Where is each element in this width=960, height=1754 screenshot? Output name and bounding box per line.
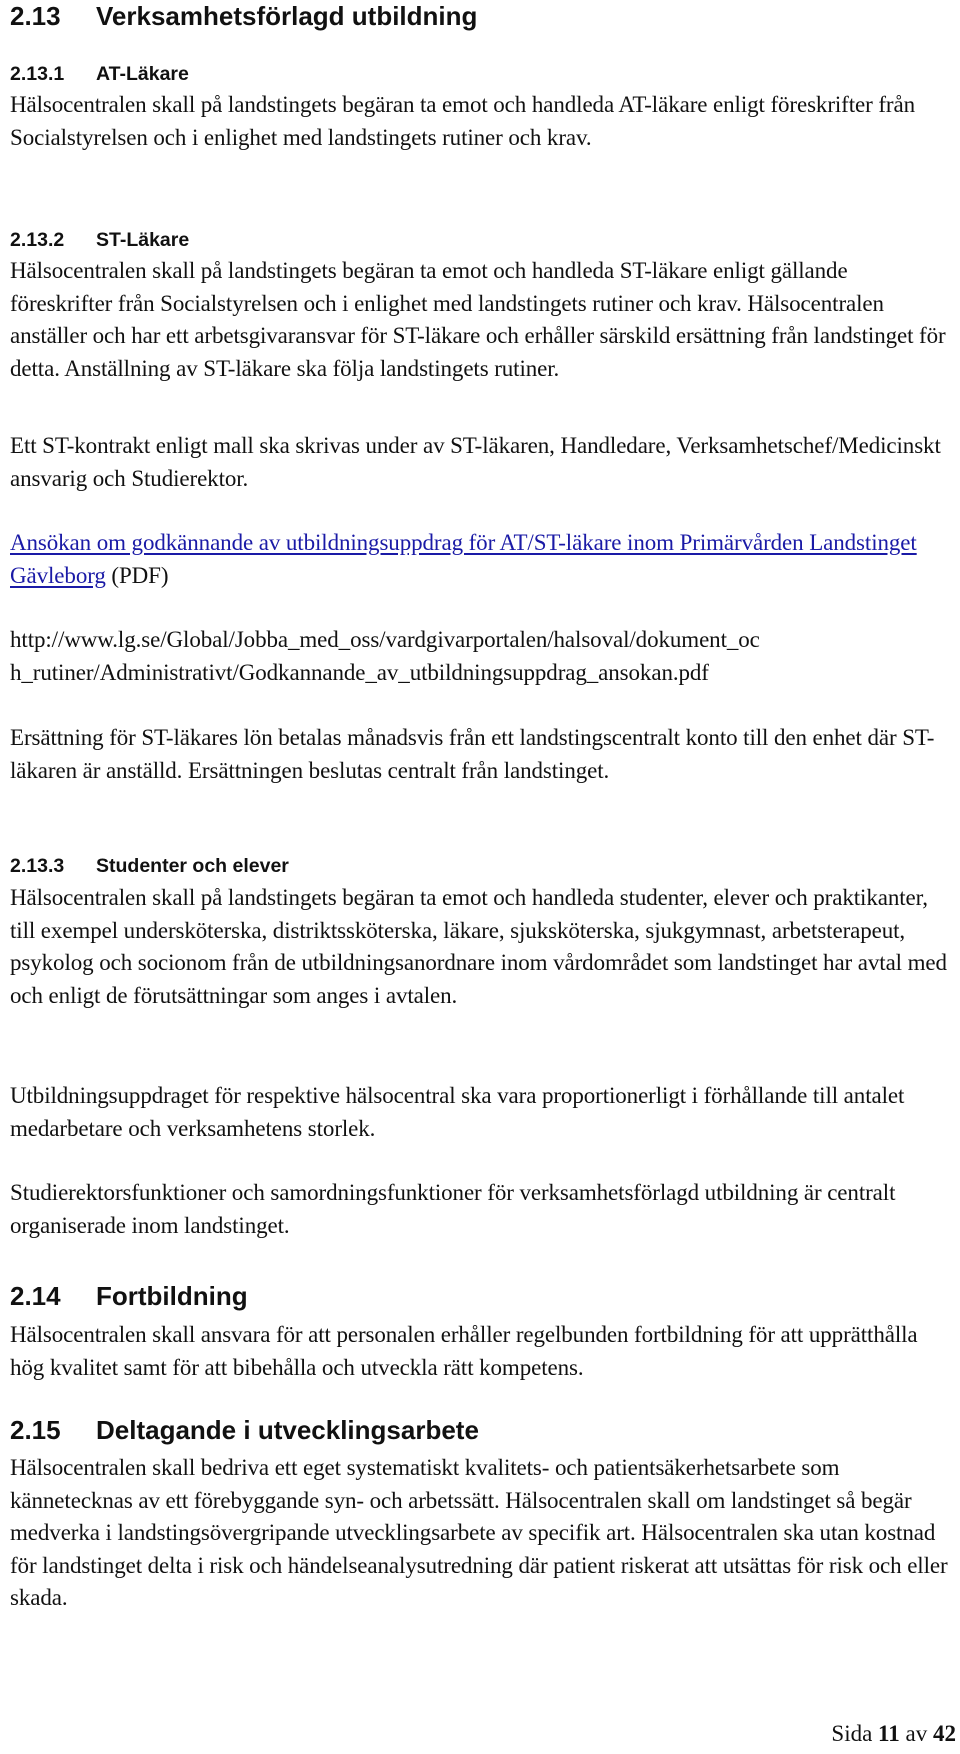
pdf-suffix: (PDF) bbox=[105, 562, 169, 588]
section-heading-2-13 bbox=[10, 0, 477, 32]
ansokan-pdf-link[interactable]: Ansökan om godkännande av utbildningsuppdrag för AT/ST-läkare inom Primärvården Landstinget Gävleborg bbox=[10, 530, 917, 588]
subsection-heading-2-13-2 bbox=[10, 228, 189, 252]
url-line-1: http://www.lg.se/Global/Jobba_med_oss/vardgivarportalen/halsoval/dokument_oc bbox=[10, 627, 760, 652]
footer-middle: av bbox=[899, 1721, 933, 1746]
subsection-title: Studenter och elever bbox=[96, 855, 289, 877]
section-title: Fortbildning bbox=[96, 1281, 248, 1311]
subsection-number: 2.13.3 bbox=[10, 855, 65, 877]
paragraph-ansokan-link bbox=[10, 527, 955, 592]
url-line-2: h_rutiner/Administrativt/Godkannande_av_utbildningsuppdrag_ansokan.pdf bbox=[10, 660, 709, 685]
page-number: 11 bbox=[878, 1721, 900, 1746]
section-number: 2.15 bbox=[10, 1415, 61, 1445]
paragraph-st-lakare: Hälsocentralen skall på landstingets begäran ta emot och handleda ST-läkare enligt gällande föreskrifter från Socialstyrelsen och i enlighet med landstingets rutiner och krav. Hälsocentralen anställer och har ett arbetsgivaransvar för ST-läkare och erhåller särskild ersättning från landstinget för detta. Anställning av ST-läkare ska följa landstingets rutiner. bbox=[10, 258, 946, 381]
footer-prefix: Sida bbox=[831, 1721, 879, 1746]
section-heading-2-14 bbox=[10, 1280, 248, 1312]
subsection-title: ST-Läkare bbox=[96, 229, 190, 251]
section-number: 2.14 bbox=[10, 1281, 61, 1311]
section-title: Deltagande i utvecklingsarbete bbox=[96, 1415, 479, 1445]
subsection-heading-2-13-1 bbox=[10, 62, 189, 86]
section-heading-2-15 bbox=[10, 1414, 479, 1446]
paragraph-studenter: Hälsocentralen skall på landstingets begäran ta emot och handleda studenter, elever och praktikanter, till exempel undersköterska, distriktssköterska, läkare, sjuksköterska, sjukgymnast, arbetsterapeut, psykolog och socionom från de utbildningsanordnare inom vårdområdet som landstinget har avtal med och enligt de förutsättningar som anges i avtalen. bbox=[10, 885, 947, 1008]
paragraph-ersattning: Ersättning för ST-läkares lön betalas månadsvis från ett landstingscentralt konto till den enhet där ST-läkaren är anställd. Ersättningen beslutas centralt från landstinget. bbox=[10, 725, 935, 783]
subsection-number: 2.13.1 bbox=[10, 63, 65, 85]
page-footer bbox=[831, 1720, 956, 1748]
subsection-number: 2.13.2 bbox=[10, 229, 65, 251]
subsection-heading-2-13-3 bbox=[10, 854, 289, 878]
paragraph-utbildningsuppdraget: Utbildningsuppdraget för respektive hälsocentral ska vara proportionerligt i förhållande till antalet medarbetare och verksamhetens storlek. bbox=[10, 1083, 905, 1141]
section-number: 2.13 bbox=[10, 1, 61, 31]
subsection-title: AT-Läkare bbox=[96, 63, 189, 85]
paragraph-utvecklingsarbete: Hälsocentralen skall bedriva ett eget systematiskt kvalitets- och patientsäkerhetsarbete som kännetecknas av ett förebyggande syn- och arbetssätt. Hälsocentralen skall om landstinget så begär medverka i landstingsövergripande utvecklingsarbete av specifik art. Hälsocentralen ska utan kostnad för landstinget delta i risk och händelseanalysutredning där patient riskerat att utsättas för risk och eller skada. bbox=[10, 1455, 948, 1610]
paragraph-st-kontrakt: Ett ST-kontrakt enligt mall ska skrivas under av ST-läkaren, Handledare, Verksamhetschef/Medicinskt ansvarig och Studierektor. bbox=[10, 433, 941, 491]
paragraph-at-lakare: Hälsocentralen skall på landstingets begäran ta emot och handleda AT-läkare enligt föreskrifter från Socialstyrelsen och i enlighet med landstingets rutiner och krav. bbox=[10, 92, 915, 150]
paragraph-fortbildning: Hälsocentralen skall ansvara för att personalen erhåller regelbunden fortbildning för att upprätthålla hög kvalitet samt för att bibehålla och utveckla rätt kompetens. bbox=[10, 1322, 918, 1380]
section-title: Verksamhetsförlagd utbildning bbox=[96, 1, 478, 31]
page-total: 42 bbox=[933, 1721, 956, 1746]
paragraph-studierektor: Studierektorsfunktioner och samordningsfunktioner för verksamhetsförlagd utbildning är centralt organiserade inom landstinget. bbox=[10, 1180, 896, 1238]
